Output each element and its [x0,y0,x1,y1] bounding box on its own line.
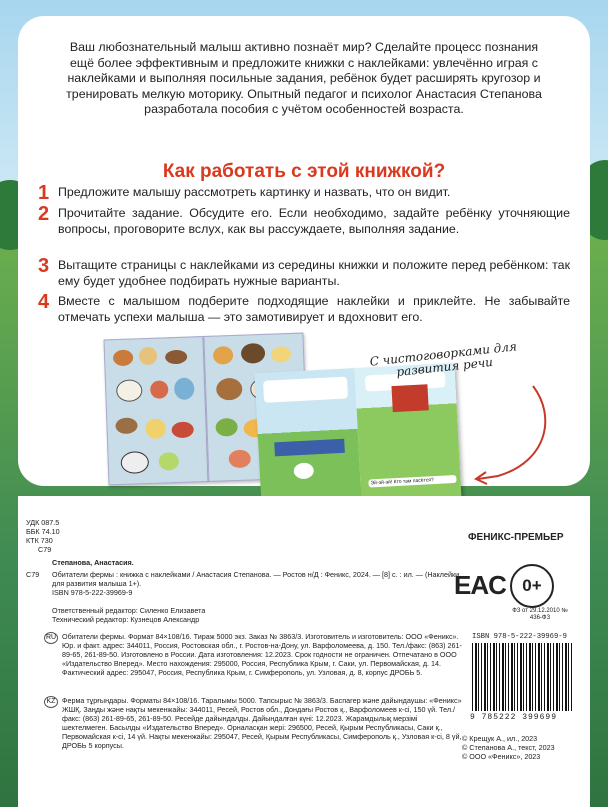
class-code: С79 [38,545,52,554]
book-page-left [255,368,362,508]
step-number: 3 [38,255,50,277]
copyright-2: © Степанова А., текст, 2023 [462,743,555,752]
step-number: 4 [38,291,50,313]
ru-badge: RU [44,632,58,644]
barcode-digits: 9 785222 399699 [470,713,558,722]
copyright-1: © Крещук А., ил., 2023 [462,734,538,743]
barcode-bars [472,643,572,711]
callout-text: С чистоговорками для развития речи [369,339,518,379]
bbk: ББК 74.10 [26,527,60,536]
publisher-logo: ФЕНИКС-ПРЕМЬЕР [468,532,564,543]
step-number: 2 [38,203,50,225]
copyright-3: © ООО «Феникс», 2023 [462,752,541,761]
sticker-page-left [103,336,208,485]
book-page-caption: Эй-эй-эй! Кто там пасётся? [368,475,456,488]
step-text: Предложите малышу рассмотреть картинку и назвать, что он видит. [58,185,451,199]
isbn-line: ISBN 978-5-222-39969-9 [52,588,133,597]
udk: УДК 087.5 [26,518,60,527]
author-line: Степанова, Анастасия. [52,558,134,567]
isbn-barcode [462,633,578,725]
eac-mark: EAC [454,570,506,600]
ktk: КТК 730 [26,536,53,545]
kz-badge: KZ [44,696,58,708]
ru-imprint-block: Обитатели фермы. Формат 84×108/16. Тираж 5000 экз. Заказ № 3863/3. Изготовитель и изготовитель: ООО «Феникс». Юр. и факт. адрес: 344011, Россия, Ростовская обл., г. Ростов-на-Дону, ул. Варфоломеева, д. 150. Тел./факс: (863) 261-89-65, 261-89-50. Изготовлено в России. Дата изготовления: 12.2023. Срок годности не ограничен. Отпечатано в ООО «Издательство Вперед». Место нахождения: 295000, Россия, Республика Крым, г. Саки, ул. Первомайская, д. 14. Фактический адрес: 295047, Россия, Республика Крым, г. Симферополь, ул. Узловая, д. 8, корпус ДРОБЬ 5. [62,632,462,677]
book-spread-illustration [255,363,462,508]
editor-technical: Технический редактор: Кузнецов Александр [52,615,200,624]
author-code: С79 [26,570,40,579]
age-rating-badge: 0+ [510,564,554,608]
step-text: Вытащите страницы с наклейками из середины книжки и положите перед ребёнком: так ему будет удобнее подбирать нужные варианты. [58,258,570,288]
intro-text: Ваш любознательный малыш активно познаёт мир? Сделайте процесс познания ещё более эффективным и предложите книжки с наклейками: увлечённо играя с наклейками и выполняя посильные задания, ребёнок будет расширять кругозор и тренировать мелкую моторику. Опытный педагог и психолог Анастасия Степанова разработала пособия с учётом особенностей возраста. [66,40,542,116]
kz-imprint-block: Ферма тұрғындары. Форматы 84×108/16. Таралымы 5000. Тапсырыс № 3863/3. Баспагер және дайындаушы: «Феникс» ЖШҚ. Заңды және нақты мекенжайы: 344011, Ресей, Ростов обл., Дондағы Ростов қ., Варфоломеев к-сі, 150 үй. Тел./факс: (863) 261-89-65, 261-89-50. Ресейде дайындалды. Дайындалған күні: 12.2023. Жарамдылық мерзімі шектелмеген. Басылды «Издательство Вперед». Орналасқан жері: 296500, Ресей, Қырым Республикасы, Саки қ., Первомайская к-сі, 14 үй. Нақты мекенжайы: 295047, Ресей, Қырым Республикасы, Симферополь қ., Узловая к-сі, 8 үй, ДРОБЬ 5 корпусы. [62,696,462,750]
certification-text: ФЗ от 29.12.2010 № 436-ФЗ [512,608,568,621]
editor-responsible: Ответственный редактор: Силенко Елизавета [52,606,206,615]
how-to-title: Как работать с этой книжкой? [162,161,446,182]
step-text: Прочитайте задание. Обсудите его. Если необходимо, задайте ребёнку уточняющие вопросы, проговорите вслух, как вы рассуждаете, выполняя задание. [58,206,570,236]
step-text: Вместе с малышом подберите подходящие наклейки и приклейте. Не забывайте отмечать успехи малыша — это замотивирует и вдохновит его. [58,294,570,324]
step-number: 1 [38,182,50,204]
callout-arrow-icon [438,376,558,486]
description-panel [18,16,590,486]
barcode-isbn-text: ISBN 978-5-222-39969-9 [472,633,567,641]
biblio-description: Обитатели фермы : книжка с наклейками / Анастасия Степанова. — Ростов н/Д : Феникс, 2024. — [8] с. : ил. — (Наклейки для развития малыша 1+). [52,570,460,588]
